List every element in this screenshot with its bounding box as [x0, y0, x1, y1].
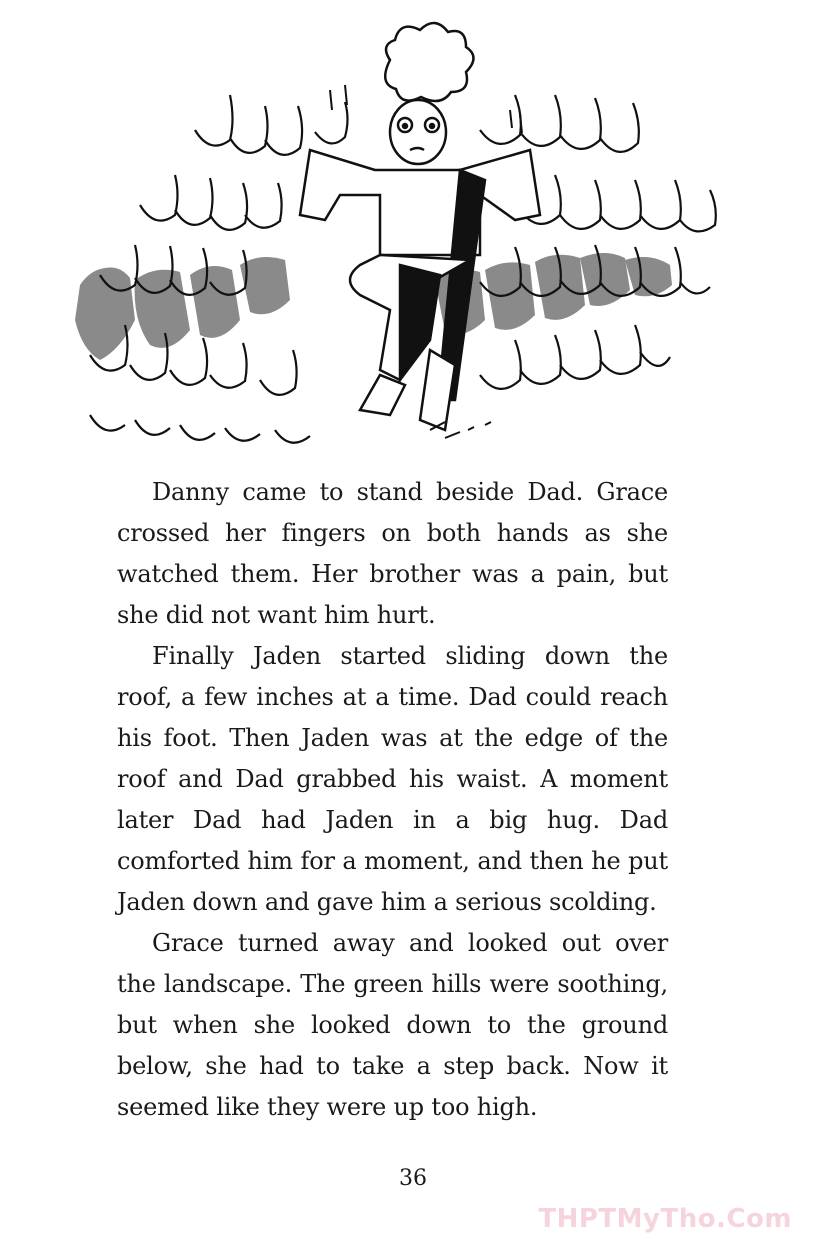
paragraph: Grace turned away and looked out over the landscape. The green hills were soothing, but when she looked down to the ground below, she had to take a step back. Now it seemed like they were up too high. [117, 929, 668, 1121]
boy-on-roof-illustration [60, 20, 760, 460]
boy-figure [300, 23, 540, 430]
page-number: 36 [399, 1166, 427, 1191]
watermark: THPTMyTho.Com [538, 1204, 792, 1234]
paragraph: Finally Jaden started sliding down the roof, a few inches at a time. Dad could reach his foot. Then Jaden was at the edge of the roof and Dad grabbed his waist. A moment later Dad had Jaden in a big hug. Dad comforted him for a moment, and then he put Jaden down and gave him a serious scolding. [117, 642, 668, 916]
story-text [117, 472, 668, 1128]
paragraph: Danny came to stand beside Dad. Grace crossed her fingers on both hands as she watched them. Her brother was a pain, but she did not want him hurt. [117, 478, 668, 629]
